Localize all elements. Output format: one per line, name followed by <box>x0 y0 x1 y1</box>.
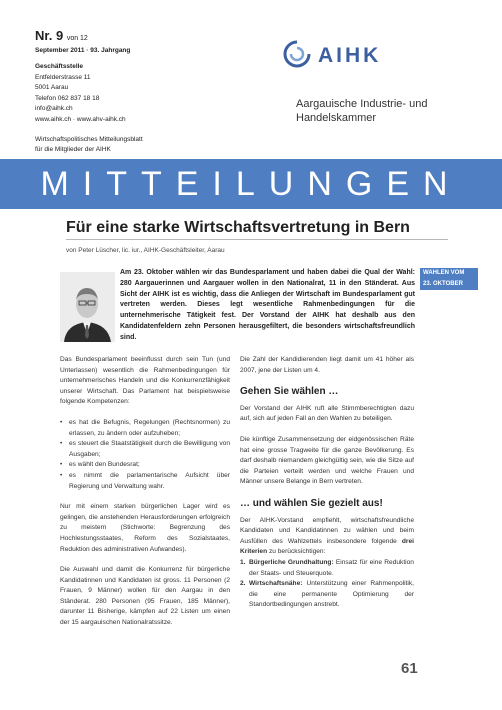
list-item: • es wählt den Bundesrat; <box>60 460 230 471</box>
article-lead: Am 23. Oktober wählen wir das Bundesparlament und haben dabei die Qual der Wahl: 280 Aargauerinnen und Aargauer wollen in den Nationalrat, 11 in den Ständerat. Aus Sicht der AIHK ist es wichtig, dass die Anliegen der Wirtschaft im Bundesparlament gut vertreten werden. Dieses legt wesentliche Rahmenbedingungen für die unternehmerische Tätigkeit fest. Der Vorstand der AIHK hat deshalb aus den Kandidatenfeldern zehn Personen herausgefiltert, die besonders wirtschaftsfreundlich sind. <box>120 269 415 341</box>
article-byline: von Peter Lüscher, lic. iur., AIHK-Geschäftsleiter, Aarau <box>66 247 225 254</box>
article-headline: Für eine starke Wirtschaftsvertretung in Bern <box>66 219 410 236</box>
list-item: • es steuert die Staatstätigkeit durch die Bewilligung von Ausgaben; <box>60 439 230 460</box>
criteria-title: Bürgerliche Grundhaltung: <box>249 558 334 566</box>
street: Entfelderstrasse 11 <box>35 73 91 81</box>
issue-number <box>35 28 88 43</box>
col1-paragraph-1: Das Bundesparlament beeinflusst durch sein Tun (und Unterlassen) wesentlich die Rahmenbedingungen für unternehmerisches Handeln und die Konkurrenzfähigkeit unserer Wirtschaft. Das Parlament hat beispielsweise folgende Kompetenzen: <box>60 356 230 406</box>
city: 5001 Aarau <box>35 84 69 91</box>
blurb-line-1: Wirtschaftspolitisches Mitteilungsblatt <box>35 136 143 143</box>
issue-date: September 2011 · 93. Jahrgang <box>35 47 131 54</box>
article-column-2 <box>240 355 414 611</box>
office-label: Geschäftsstelle <box>35 63 84 70</box>
criteria-number: 2. <box>240 580 246 588</box>
criteria-emphasis: drei Kriterien <box>240 537 414 556</box>
article-column-1 <box>60 355 230 629</box>
headline-divider <box>66 239 448 240</box>
issue-of: von 12 <box>66 35 88 42</box>
phone: Telefon 062 837 18 18 <box>35 94 100 102</box>
col2-paragraph-1: Die Zahl der Kandidierenden liegt damit um 41 höher als 2007, jene der Listen um 4. <box>240 356 414 374</box>
tag-line-1: WAHLEN VOM <box>423 270 465 276</box>
election-tag <box>420 268 478 297</box>
list-item: • es nimmt die parlamentarische Aufsicht über Regierung und Verwaltung wahr. <box>60 471 230 492</box>
criteria-number: 1. <box>240 558 246 566</box>
banner-title: MITTEILUNGEN <box>40 165 462 203</box>
col1-paragraph-3: Die Auswahl und damit die Konkurrenz für bürgerliche Kandidatinnen und Kandidaten ist gross. 11 Personen (2 Frauen, 9 Männer) wollen für den Aargau in den Ständerat. 280 Personen (95 Frauen, 185 Männer), darunter 11 Bisherige, kämpfen auf 22 Listen um einen der 15 aargauischen Nationalratssitze. <box>60 566 230 627</box>
web-link[interactable]: www.aihk.ch · www.ahv-aihk.ch <box>35 115 126 123</box>
blurb-line-2: für die Mitglieder der AIHK <box>35 146 111 153</box>
col2-paragraph-4 <box>240 516 414 558</box>
page-number: 61 <box>401 660 418 677</box>
list-item <box>240 579 414 611</box>
list-item: • es hat die Befugnis, Regelungen (Rechtsnormen) zu erlassen, zu ändern oder aufzuheben; <box>60 418 230 439</box>
criteria-list <box>240 558 414 611</box>
competences-list <box>60 418 230 492</box>
aihk-logo-icon <box>283 40 311 68</box>
criteria-text: Einsatz für eine Reduktion der Staats- und Steuerquote. <box>249 558 414 577</box>
author-photo <box>60 272 115 342</box>
col2-paragraph-4-tail: zu berücksichtigen: <box>268 548 326 556</box>
issue-no: Nr. 9 <box>35 28 64 43</box>
address-block <box>35 62 126 125</box>
logo-text: AIHK <box>318 44 382 67</box>
subheading-choose: … und wählen Sie gezielt aus! <box>240 497 383 509</box>
list-item <box>240 558 414 579</box>
subheading-go-vote: Gehen Sie wählen … <box>240 386 339 398</box>
criteria-text: Unterstützung einer Rahmenpolitik, die eine permanente Optimierung der Standortbedingungen anstrebt. <box>249 580 414 609</box>
org-line-2: Handelskammer <box>296 112 377 124</box>
organization-name <box>296 97 427 125</box>
col1-paragraph-2: Nur mit einem starken bürgerlichen Lager wird es gelingen, die anstehenden Herausforderungen erfolgreich zu meistern (Stichworte: Begrenzung des Hochlestungsstaates, Reform des Sozialstaates, Reduktion des administrativen Aufwandes). <box>60 503 230 553</box>
col2-paragraph-2: Der Vorstand der AIHK ruft alle Stimmberechtigten dazu auf, sich auf jeden Fall an den Wahlen zu beteiligen. <box>240 404 414 423</box>
criteria-title: Wirtschaftsnähe: <box>249 580 303 588</box>
publication-blurb <box>35 135 143 155</box>
tag-line-2: 23. OKTOBER 2011 <box>423 280 463 297</box>
org-line-1: Aargauische Industrie- und <box>296 98 428 110</box>
email-link[interactable]: info@aihk.ch <box>35 105 73 112</box>
col2-paragraph-3: Die künftige Zusammensetzung der eidgenössischen Räte hat eine grosse Tragweite für die ganze Bevölkerung. Es darf deshalb niemandem gleichgültig sein, wie die Sitze auf die Parteien verteilt werden und welche Frauen und Männer unsere Belange in Bern vertreten. <box>240 435 414 486</box>
col2-paragraph-4-text: Der AIHK-Vorstand empfiehlt, wirtschaftsfreundliche Kandidaten und Kandidatinnen zu wählen und beim Ausfüllen des Wahlzettels insbesondere folgende <box>240 516 414 545</box>
